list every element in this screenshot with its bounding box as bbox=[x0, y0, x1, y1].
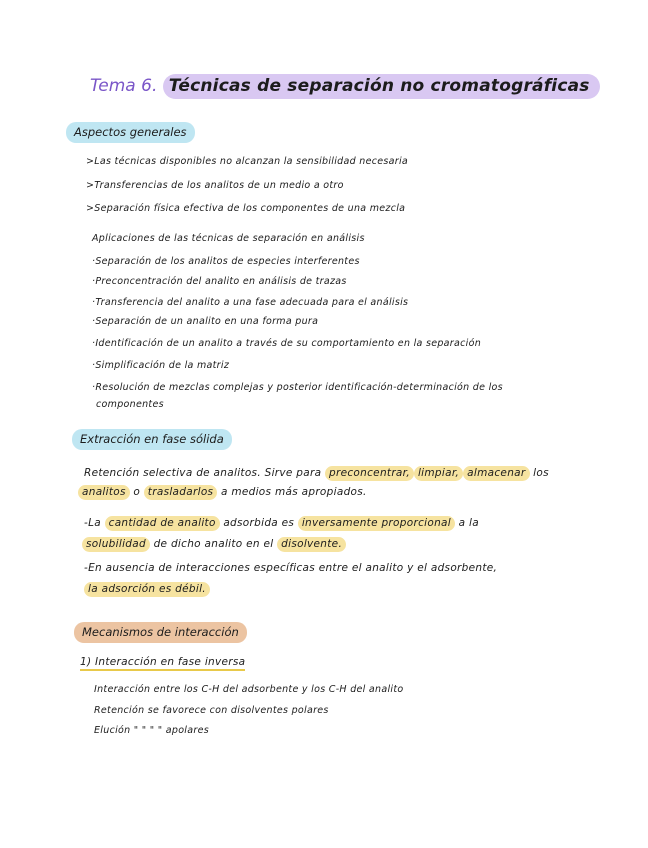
text-fragment: o bbox=[133, 486, 141, 498]
aplicaciones-item: ·Simplificación de la matriz bbox=[92, 360, 230, 371]
aplicaciones-item: componentes bbox=[96, 399, 164, 410]
page-title bbox=[90, 76, 600, 96]
text-fragment: -La bbox=[84, 517, 101, 529]
highlight-trasladarlos: trasladarlos bbox=[144, 485, 218, 500]
highlight-analitos: analitos bbox=[78, 485, 130, 500]
aplicaciones-item: ·Separación de un analito en una forma pura bbox=[92, 316, 319, 327]
section-aspectos-generales: Aspectos generales bbox=[66, 122, 195, 143]
aplicaciones-item: ·Separación de los analitos de especies interferentes bbox=[92, 256, 360, 267]
section-mecanismos-de-interaccion: Mecanismos de interacción bbox=[74, 622, 247, 643]
extraccion-paragraph-3-line-1: -En ausencia de interacciones específicas entre el analito y el adsorbente, bbox=[84, 562, 498, 574]
extraccion-paragraph-1-line-2 bbox=[78, 486, 367, 498]
mecanismos-line-2: Retención se favorece con disolventes polares bbox=[94, 705, 329, 716]
highlight-almacenar: almacenar bbox=[463, 466, 529, 481]
mecanismos-line-3: Elución " " " " apolares bbox=[94, 725, 209, 736]
section-extraccion-fase-solida: Extracción en fase sólida bbox=[72, 429, 232, 450]
extraccion-paragraph-3-line-2 bbox=[84, 583, 210, 595]
highlight-preconcentrar: preconcentrar, bbox=[325, 466, 414, 481]
mecanismos-heading bbox=[80, 656, 245, 668]
aplicaciones-item: ·Identificación de un analito a través de su comportamiento en la separación bbox=[92, 338, 482, 349]
aplicaciones-item: ·Resolución de mezclas complejas y posterior identificación-determinación de los bbox=[92, 382, 503, 393]
text-fragment: a medios más apropiados. bbox=[220, 486, 367, 498]
aspectos-line-3: >Separación física efectiva de los componentes de una mezcla bbox=[86, 203, 406, 214]
text-fragment: Retención selectiva de analitos. Sirve para bbox=[84, 467, 322, 479]
aplicaciones-item: ·Preconcentración del analito en análisis de trazas bbox=[92, 276, 347, 287]
highlight-cantidad-de-analito: cantidad de analito bbox=[105, 516, 220, 531]
text-fragment: de dicho analito en el bbox=[153, 538, 274, 550]
extraccion-paragraph-1-line-1 bbox=[84, 467, 549, 479]
highlight-solubilidad: solubilidad bbox=[82, 537, 150, 552]
highlight-adsorcion-debil: la adsorción es débil. bbox=[84, 582, 210, 597]
highlight-inversamente-proporcional: inversamente proporcional bbox=[298, 516, 455, 531]
aspectos-line-1: >Las técnicas disponibles no alcanzan la sensibilidad necesaria bbox=[86, 156, 409, 167]
title-text: Técnicas de separación no cromatográficas bbox=[163, 74, 600, 99]
aplicaciones-heading: Aplicaciones de las técnicas de separación en análisis bbox=[92, 233, 365, 244]
text-fragment: los bbox=[533, 467, 549, 479]
highlight-limpiar: limpiar, bbox=[414, 466, 463, 481]
aspectos-line-2: >Transferencias de los analitos de un medio a otro bbox=[86, 180, 344, 191]
title-tema: Tema 6. bbox=[90, 76, 158, 96]
fase-inversa-heading: 1) Interacción en fase inversa bbox=[80, 656, 245, 671]
text-fragment: a la bbox=[458, 517, 479, 529]
extraccion-paragraph-2-line-2 bbox=[82, 538, 346, 550]
text-fragment: adsorbida es bbox=[223, 517, 295, 529]
highlight-disolvente: disolvente. bbox=[277, 537, 346, 552]
aplicaciones-item: ·Transferencia del analito a una fase adecuada para el análisis bbox=[92, 297, 409, 308]
extraccion-paragraph-2-line-1 bbox=[84, 517, 479, 529]
mecanismos-line-1: Interacción entre los C-H del adsorbente y los C-H del analito bbox=[94, 684, 404, 695]
